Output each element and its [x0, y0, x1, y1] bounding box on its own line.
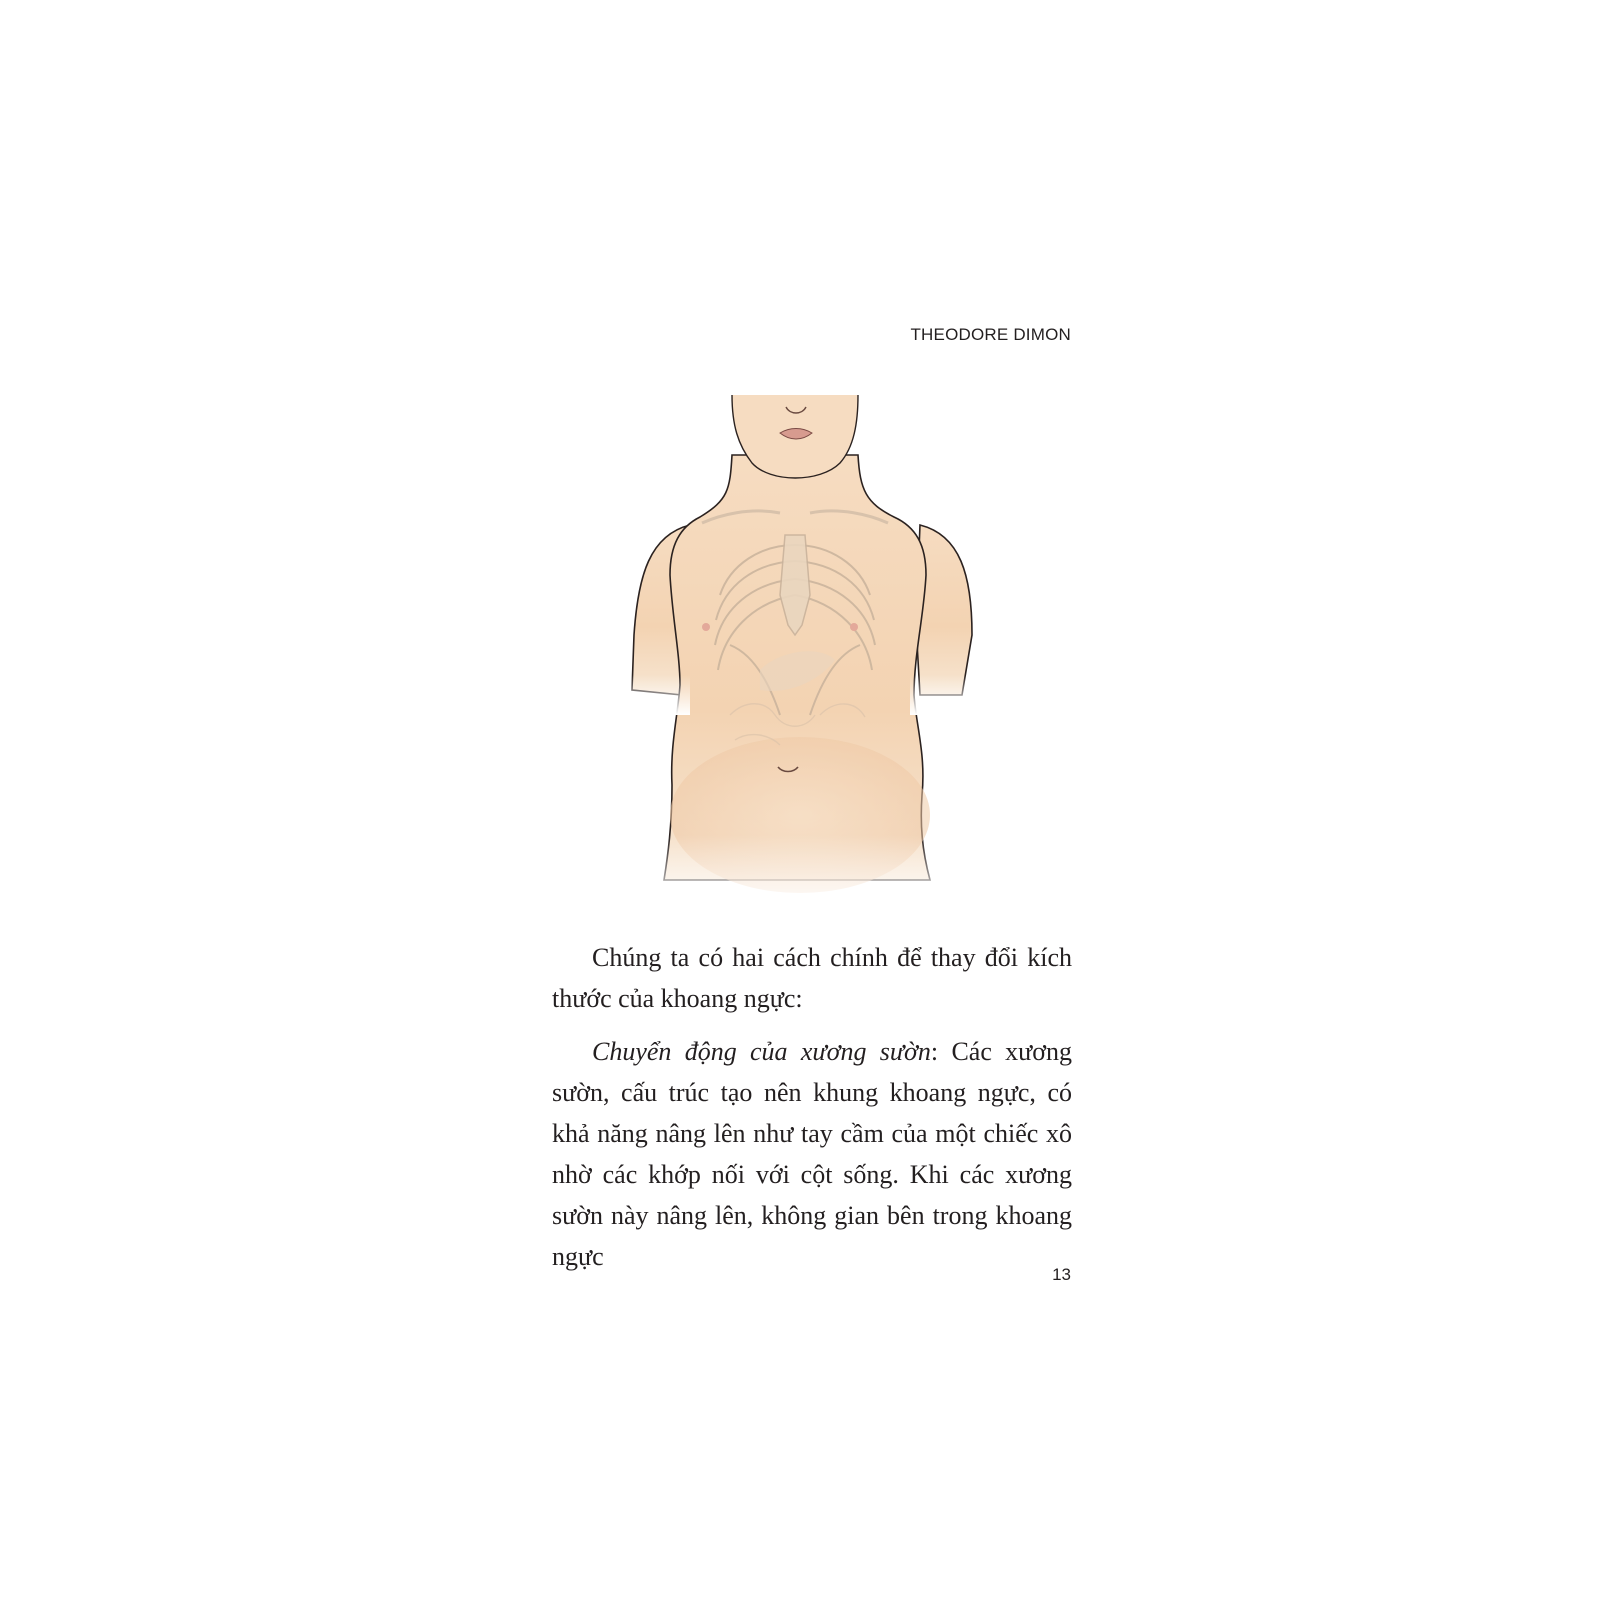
- paragraph-2-term: Chuyển động của xương sườn: [592, 1037, 931, 1066]
- left-nipple: [702, 623, 710, 631]
- paragraph-2-text: : Các xương sườn, cấu trúc tạo nên khung khoang ngực, có khả năng nâng lên như tay cầm của một chiếc xô nhờ các khớp nối với cột sống. Khi các xương sườn này nâng lên, không gian bên trong khoang ngực: [552, 1037, 1072, 1271]
- figure-fade: [620, 835, 1000, 915]
- torso-illustration: [620, 395, 1000, 915]
- torso-illustration-svg: [620, 395, 1000, 915]
- running-head: THEODORE DIMON: [910, 325, 1071, 344]
- body-text: [552, 937, 1072, 1289]
- left-arm-fade: [620, 675, 690, 715]
- paragraph-2: [552, 1031, 1072, 1277]
- right-arm-fade: [910, 675, 1000, 715]
- page-number: 13: [1052, 1265, 1071, 1284]
- paragraph-1: Chúng ta có hai cách chính để thay đổi kích thước của khoang ngực:: [552, 943, 1072, 1013]
- right-arm: [916, 525, 972, 695]
- right-nipple: [850, 623, 858, 631]
